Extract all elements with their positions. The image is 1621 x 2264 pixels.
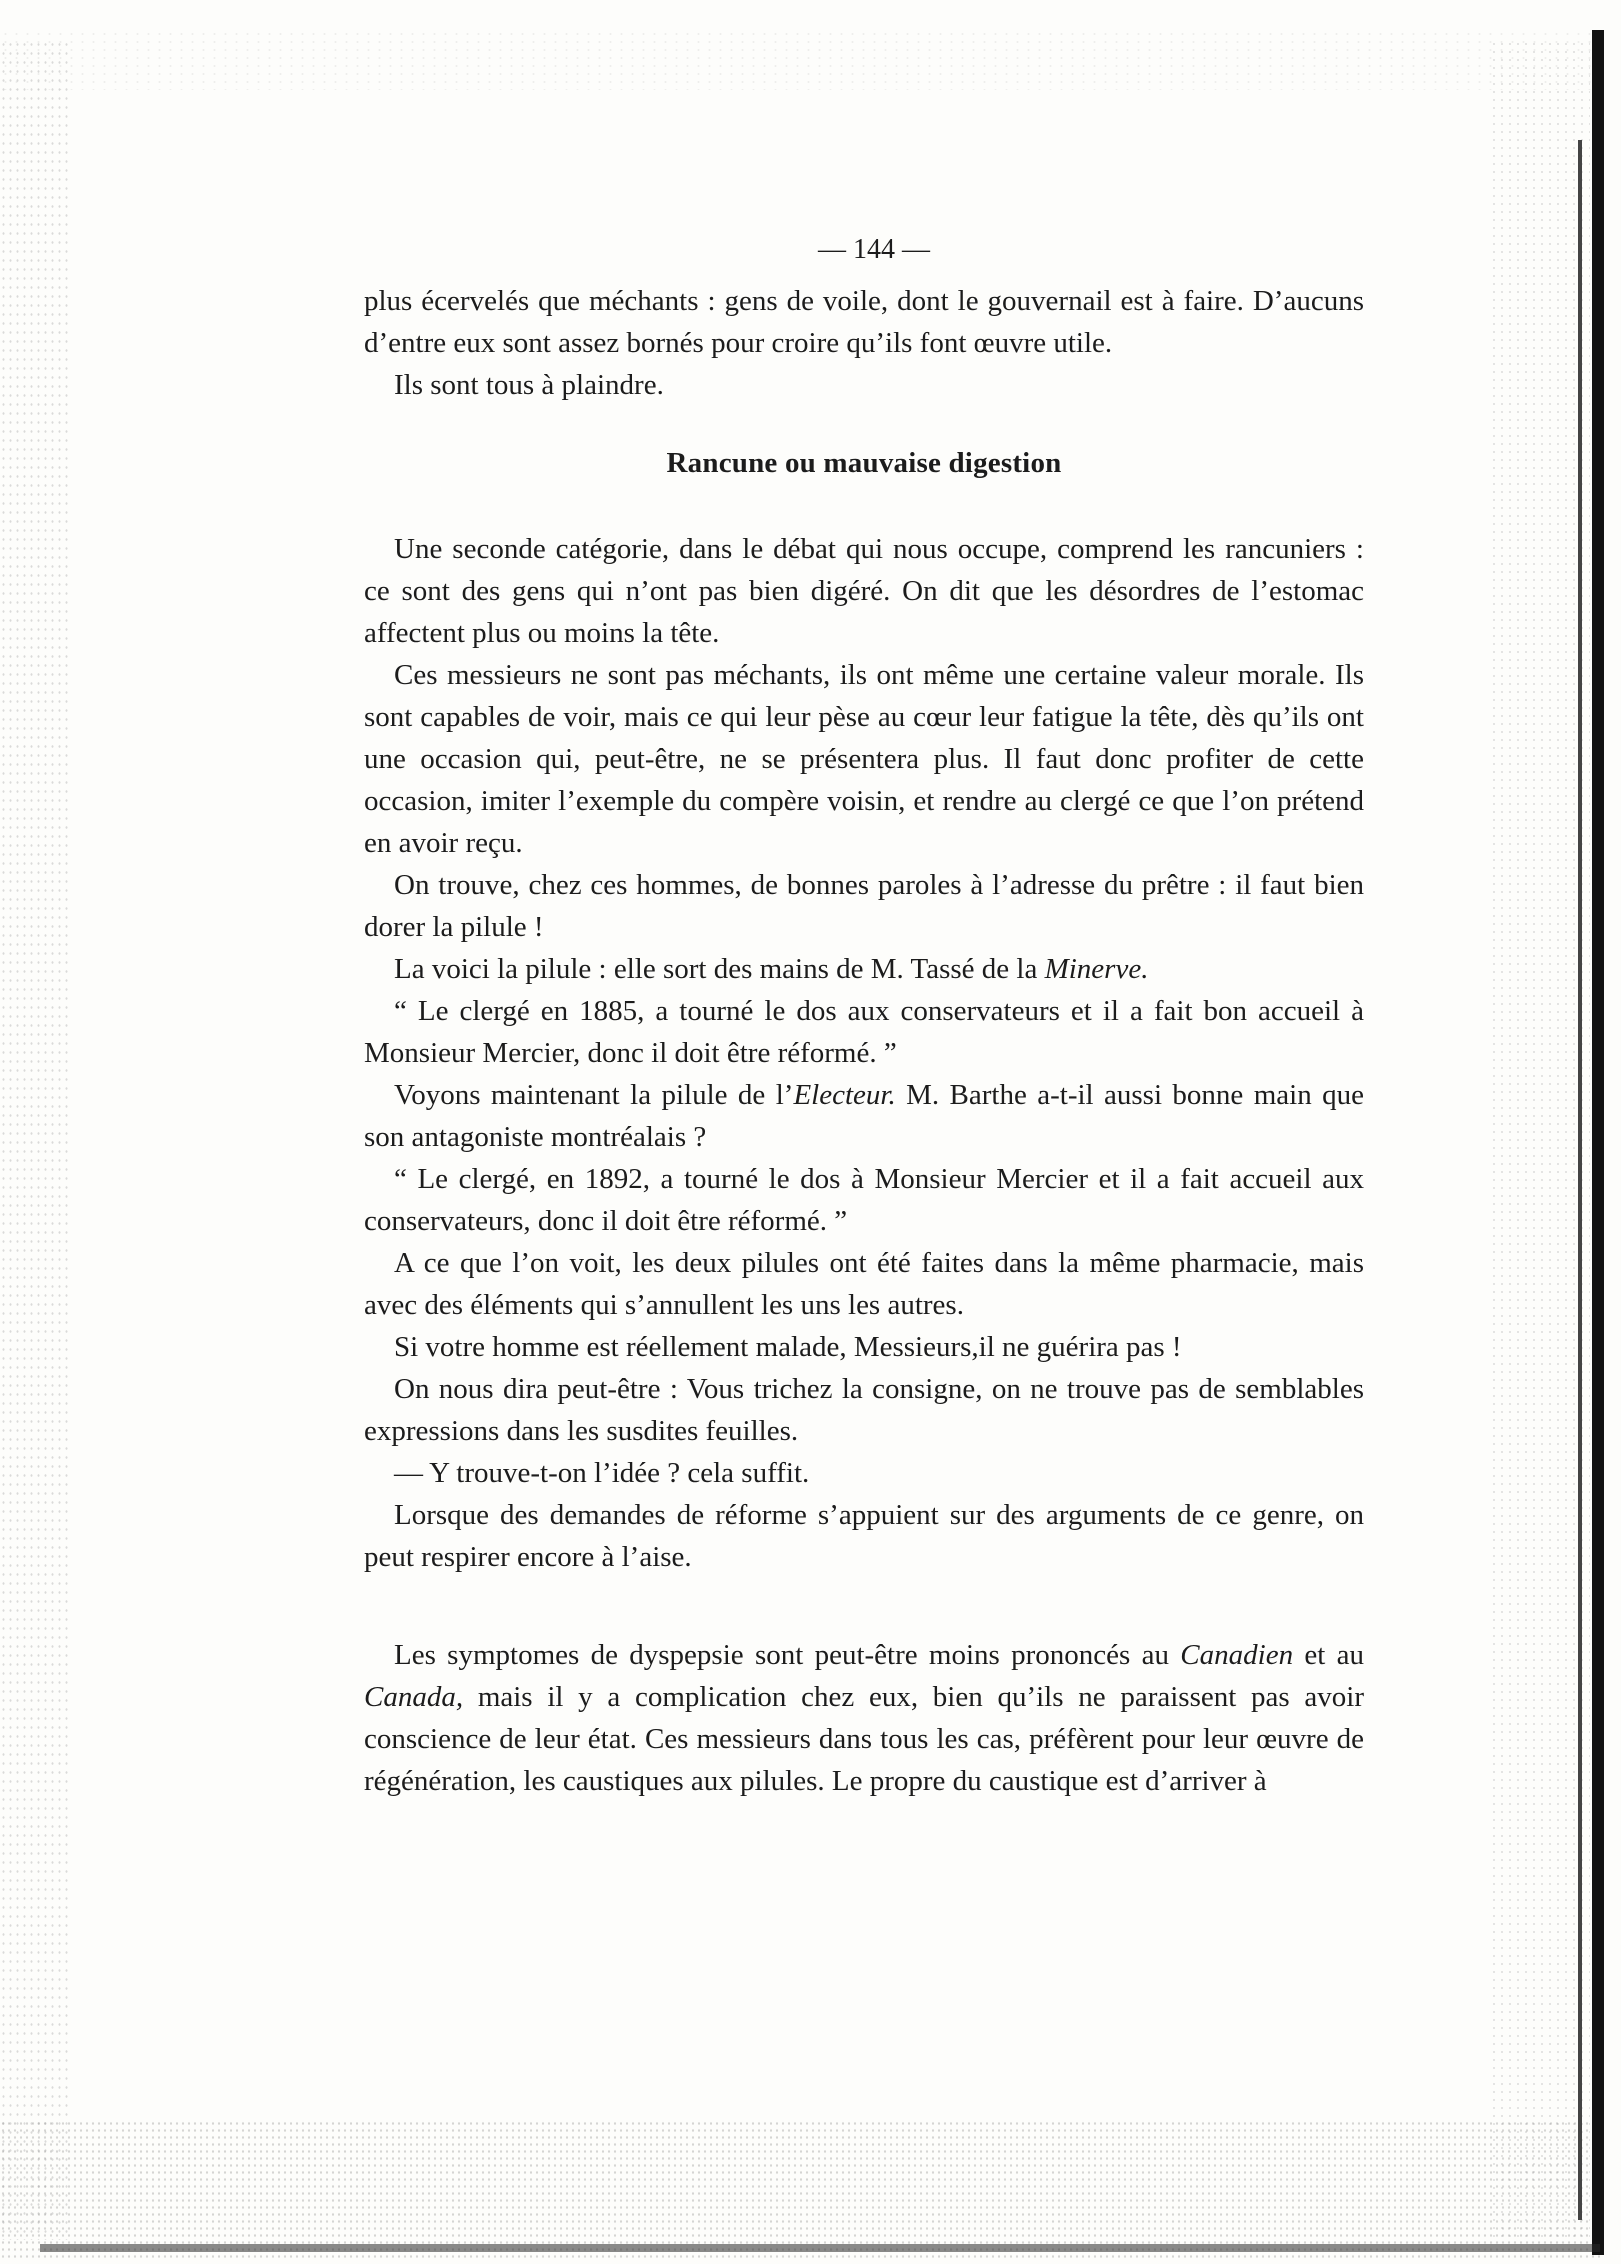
paragraph-minerve: [364, 948, 1364, 990]
paragraph: Ces messieurs ne sont pas méchants, ils ont même une certaine valeur morale. Ils sont capables de voir, mais ce qui leur pèse au cœur leur fatigue la tête, dès qu’ils ont une occasion qui, peut-être, ne se présentera plus. Il faut donc profiter de cette occasion, imiter l’exemple du compère voisin, et rendre au clergé ce que l’on prétend en avoir reçu.: [364, 659, 1364, 859]
page-bottom-edge: [40, 2244, 1600, 2252]
paragraph: On trouve, chez ces hommes, de bonnes paroles à l’adresse du prêtre : il faut bien dorer la pilule !: [364, 869, 1364, 943]
journal-name-canadien: Canadien: [1180, 1639, 1294, 1671]
quote-minerve: “ Le clergé en 1885, a tourné le dos aux conservateurs et il a fait bon accueil à Monsieur Mercier, donc il doit être réformé. ”: [364, 995, 1364, 1069]
paragraph: — Y trouve-t-on l’idée ? cela suffit.: [394, 1457, 810, 1489]
paragraph: A ce que l’on voit, les deux pilules ont été faites dans la même pharmacie, mais avec des éléments qui s’annullent les uns les autres.: [364, 1247, 1364, 1321]
page-number: — 144 —: [818, 234, 930, 265]
opening-closing-line: Ils sont tous à plaindre.: [394, 369, 664, 401]
paragraph-electeur: [364, 1074, 1364, 1158]
quote-electeur: “ Le clergé, en 1892, a tourné le dos à Monsieur Mercier et il a fait accueil aux conservateurs, donc il doit être réformé. ”: [364, 1163, 1364, 1237]
journal-name-electeur: Electeur.: [793, 1079, 896, 1111]
final-paragraph: [364, 1634, 1364, 1802]
journal-name-canada: Canada,: [364, 1681, 464, 1713]
opening-paragraph: plus écervelés que méchants : gens de voile, dont le gouvernail est à faire. D’aucuns d’entre eux sont assez bornés pour croire qu’ils font œuvre utile.: [364, 285, 1364, 359]
electeur-intro: Voyons maintenant la pilule de l’: [394, 1079, 794, 1111]
page-edge-binding: [1592, 30, 1604, 2255]
scan-noise-left: [0, 40, 70, 2240]
journal-name-minerve: Minerve.: [1044, 953, 1149, 985]
electeur-after: M. Barthe a-t-il aussi bonne main que son antagoniste montréalais ?: [364, 1079, 1364, 1153]
scan-noise-bottom: [0, 2120, 1600, 2260]
page-edge-shadow: [1578, 140, 1582, 2220]
section-gap: [364, 1578, 1364, 1634]
paragraph: On nous dira peut-être : Vous trichez la consigne, on ne trouve pas de semblables expressions dans les susdites feuilles.: [364, 1373, 1364, 1447]
page-text: [364, 220, 1364, 1802]
scan-noise-top: [0, 30, 1600, 90]
minerve-intro: La voici la pilule : elle sort des mains de M. Tassé de la: [394, 953, 1045, 985]
paragraph: Si votre homme est réellement malade, Messieurs,il ne guérira pas !: [394, 1331, 1182, 1363]
final-part1: Les symptomes de dyspepsie sont peut-être moins prononcés au: [394, 1639, 1181, 1671]
final-part2: et au: [1293, 1639, 1364, 1671]
paragraph: Lorsque des demandes de réforme s’appuient sur des arguments de ce genre, on peut respirer encore à l’aise.: [364, 1499, 1364, 1573]
final-part3: mais il y a complication chez eux, bien qu’ils ne paraissent pas avoir conscience de leur état. Ces messieurs dans tous les cas, préfèrent pour leur œuvre de régénération, les caustiques aux pilules. Le propre du caustique est d’arriver à: [364, 1681, 1364, 1797]
section-heading: Rancune ou mauvaise digestion: [666, 447, 1062, 479]
scan-noise-right: [1490, 40, 1590, 2240]
paragraph: Une seconde catégorie, dans le débat qui nous occupe, comprend les rancuniers : ce sont des gens qui n’ont pas bien digéré. On dit que les désordres de l’estomac affectent plus ou moins la tête.: [364, 533, 1364, 649]
